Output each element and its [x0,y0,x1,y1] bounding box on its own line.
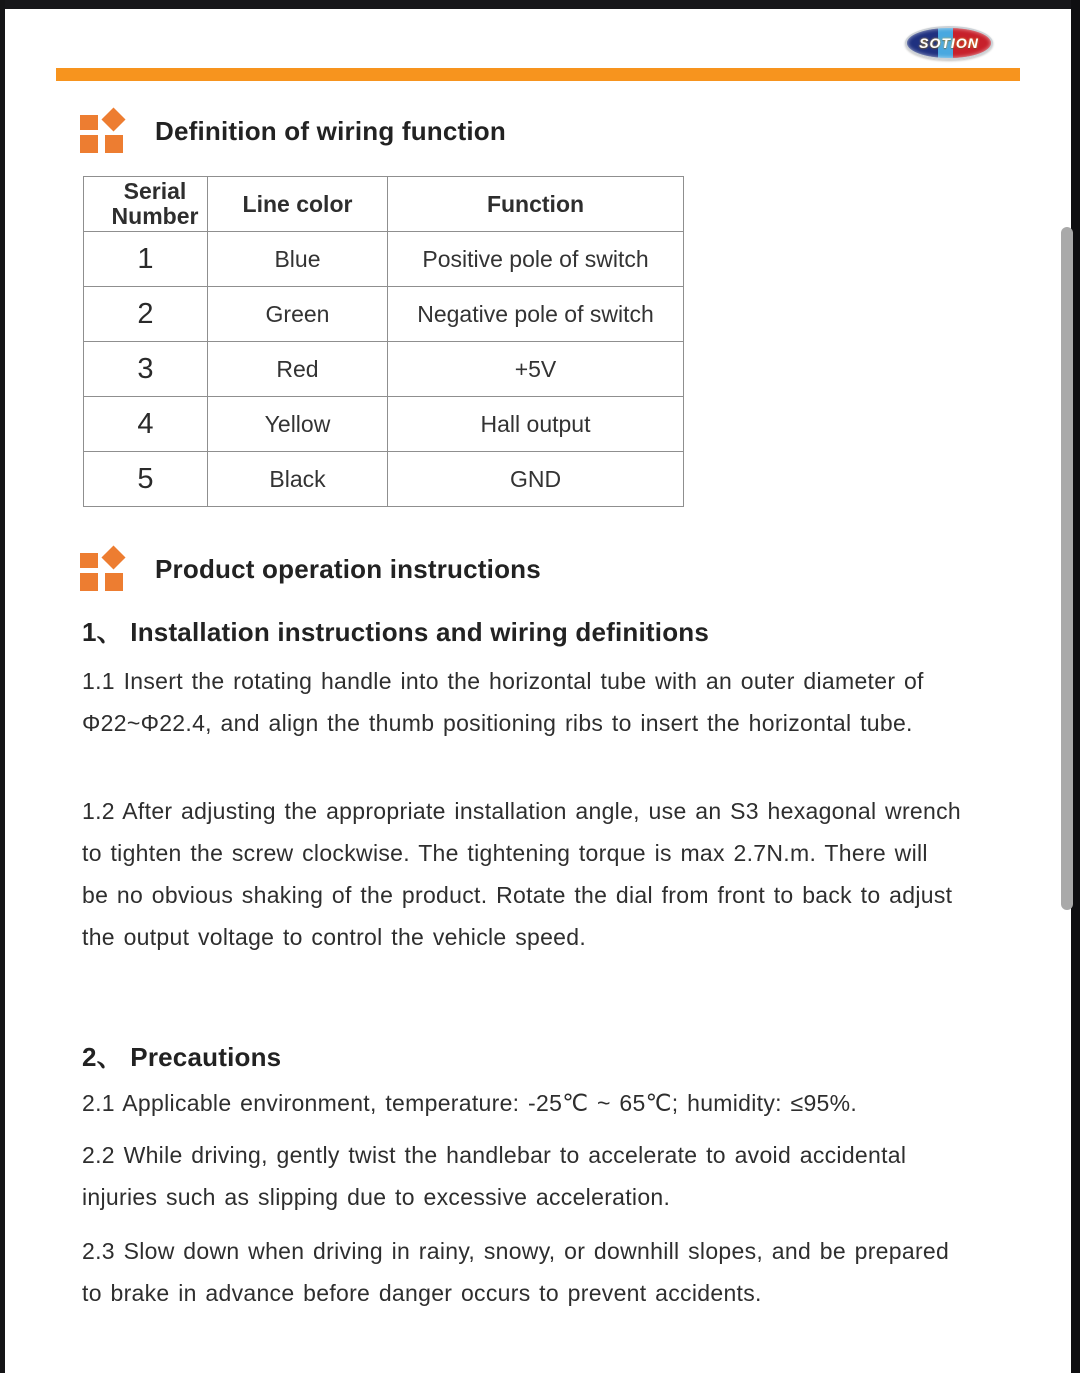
table-row [84,452,684,507]
header-serial-number: Serial Number [84,177,208,232]
cell-serial: 5 [84,452,208,507]
paragraph-1-2: 1.2 After adjusting the appropriate installation angle, use an S3 hexagonal wrench to tighten the screw clockwise. The tightening torque is max 2.7N.m. There will be no obvious shaking of the product. Rotate the dial from front to back to adjust the output voltage to control the vehicle speed. [82,798,962,950]
cell-serial: 2 [84,287,208,342]
operation-section-title: Product operation instructions [155,554,541,584]
cell-line-color: Yellow [208,397,388,452]
orange-divider-rule [56,68,1020,81]
installation-heading: 1、 Installation instructions and wiring definitions [82,617,710,647]
wiring-function-table [83,176,684,507]
cell-serial: 4 [84,397,208,452]
scrollbar-thumb[interactable] [1061,227,1073,910]
cell-line-color: Blue [208,232,388,287]
table-row [84,342,684,397]
sotion-logo-text: SOTION [919,35,979,51]
paragraph-2-2: 2.2 While driving, gently twist the handlebar to accelerate to avoid accidental injuries such as slipping due to excessive acceleration. [82,1142,907,1210]
table-row [84,232,684,287]
operation-section-header [80,548,541,591]
wiring-section-header [80,110,506,153]
orange-squares-bullet-icon [80,548,125,591]
paragraph-2-3: 2.3 Slow down when driving in rainy, snowy, or downhill slopes, and be prepared to brake in advance before danger occurs to prevent accidents. [82,1238,950,1306]
cell-line-color: Red [208,342,388,397]
header-function: Function [388,177,684,232]
screen-left-edge [0,0,5,1373]
paragraph-1-1: 1.1 Insert the rotating handle into the horizontal tube with an outer diameter of Φ22~Φ22.4, and align the thumb positioning ribs to insert the horizontal tube. [82,668,924,736]
table-row [84,397,684,452]
wiring-section-title: Definition of wiring function [155,116,506,146]
cell-function: GND [388,452,684,507]
header-line-color: Line color [208,177,388,232]
table-row [84,287,684,342]
cell-function: Negative pole of switch [388,287,684,342]
cell-line-color: Green [208,287,388,342]
cell-function: +5V [388,342,684,397]
orange-squares-bullet-icon [80,110,125,153]
paragraph-2-1: 2.1 Applicable environment, temperature: -25℃ ~ 65℃; humidity: ≤95%. [82,1090,858,1116]
cell-line-color: Black [208,452,388,507]
screen-top-bar [0,0,1080,9]
cell-serial: 3 [84,342,208,397]
table-header-row [84,177,684,232]
precautions-heading: 2、 Precautions [82,1042,282,1072]
sotion-logo [905,26,993,60]
cell-function: Positive pole of switch [388,232,684,287]
cell-function: Hall output [388,397,684,452]
cell-serial: 1 [84,232,208,287]
